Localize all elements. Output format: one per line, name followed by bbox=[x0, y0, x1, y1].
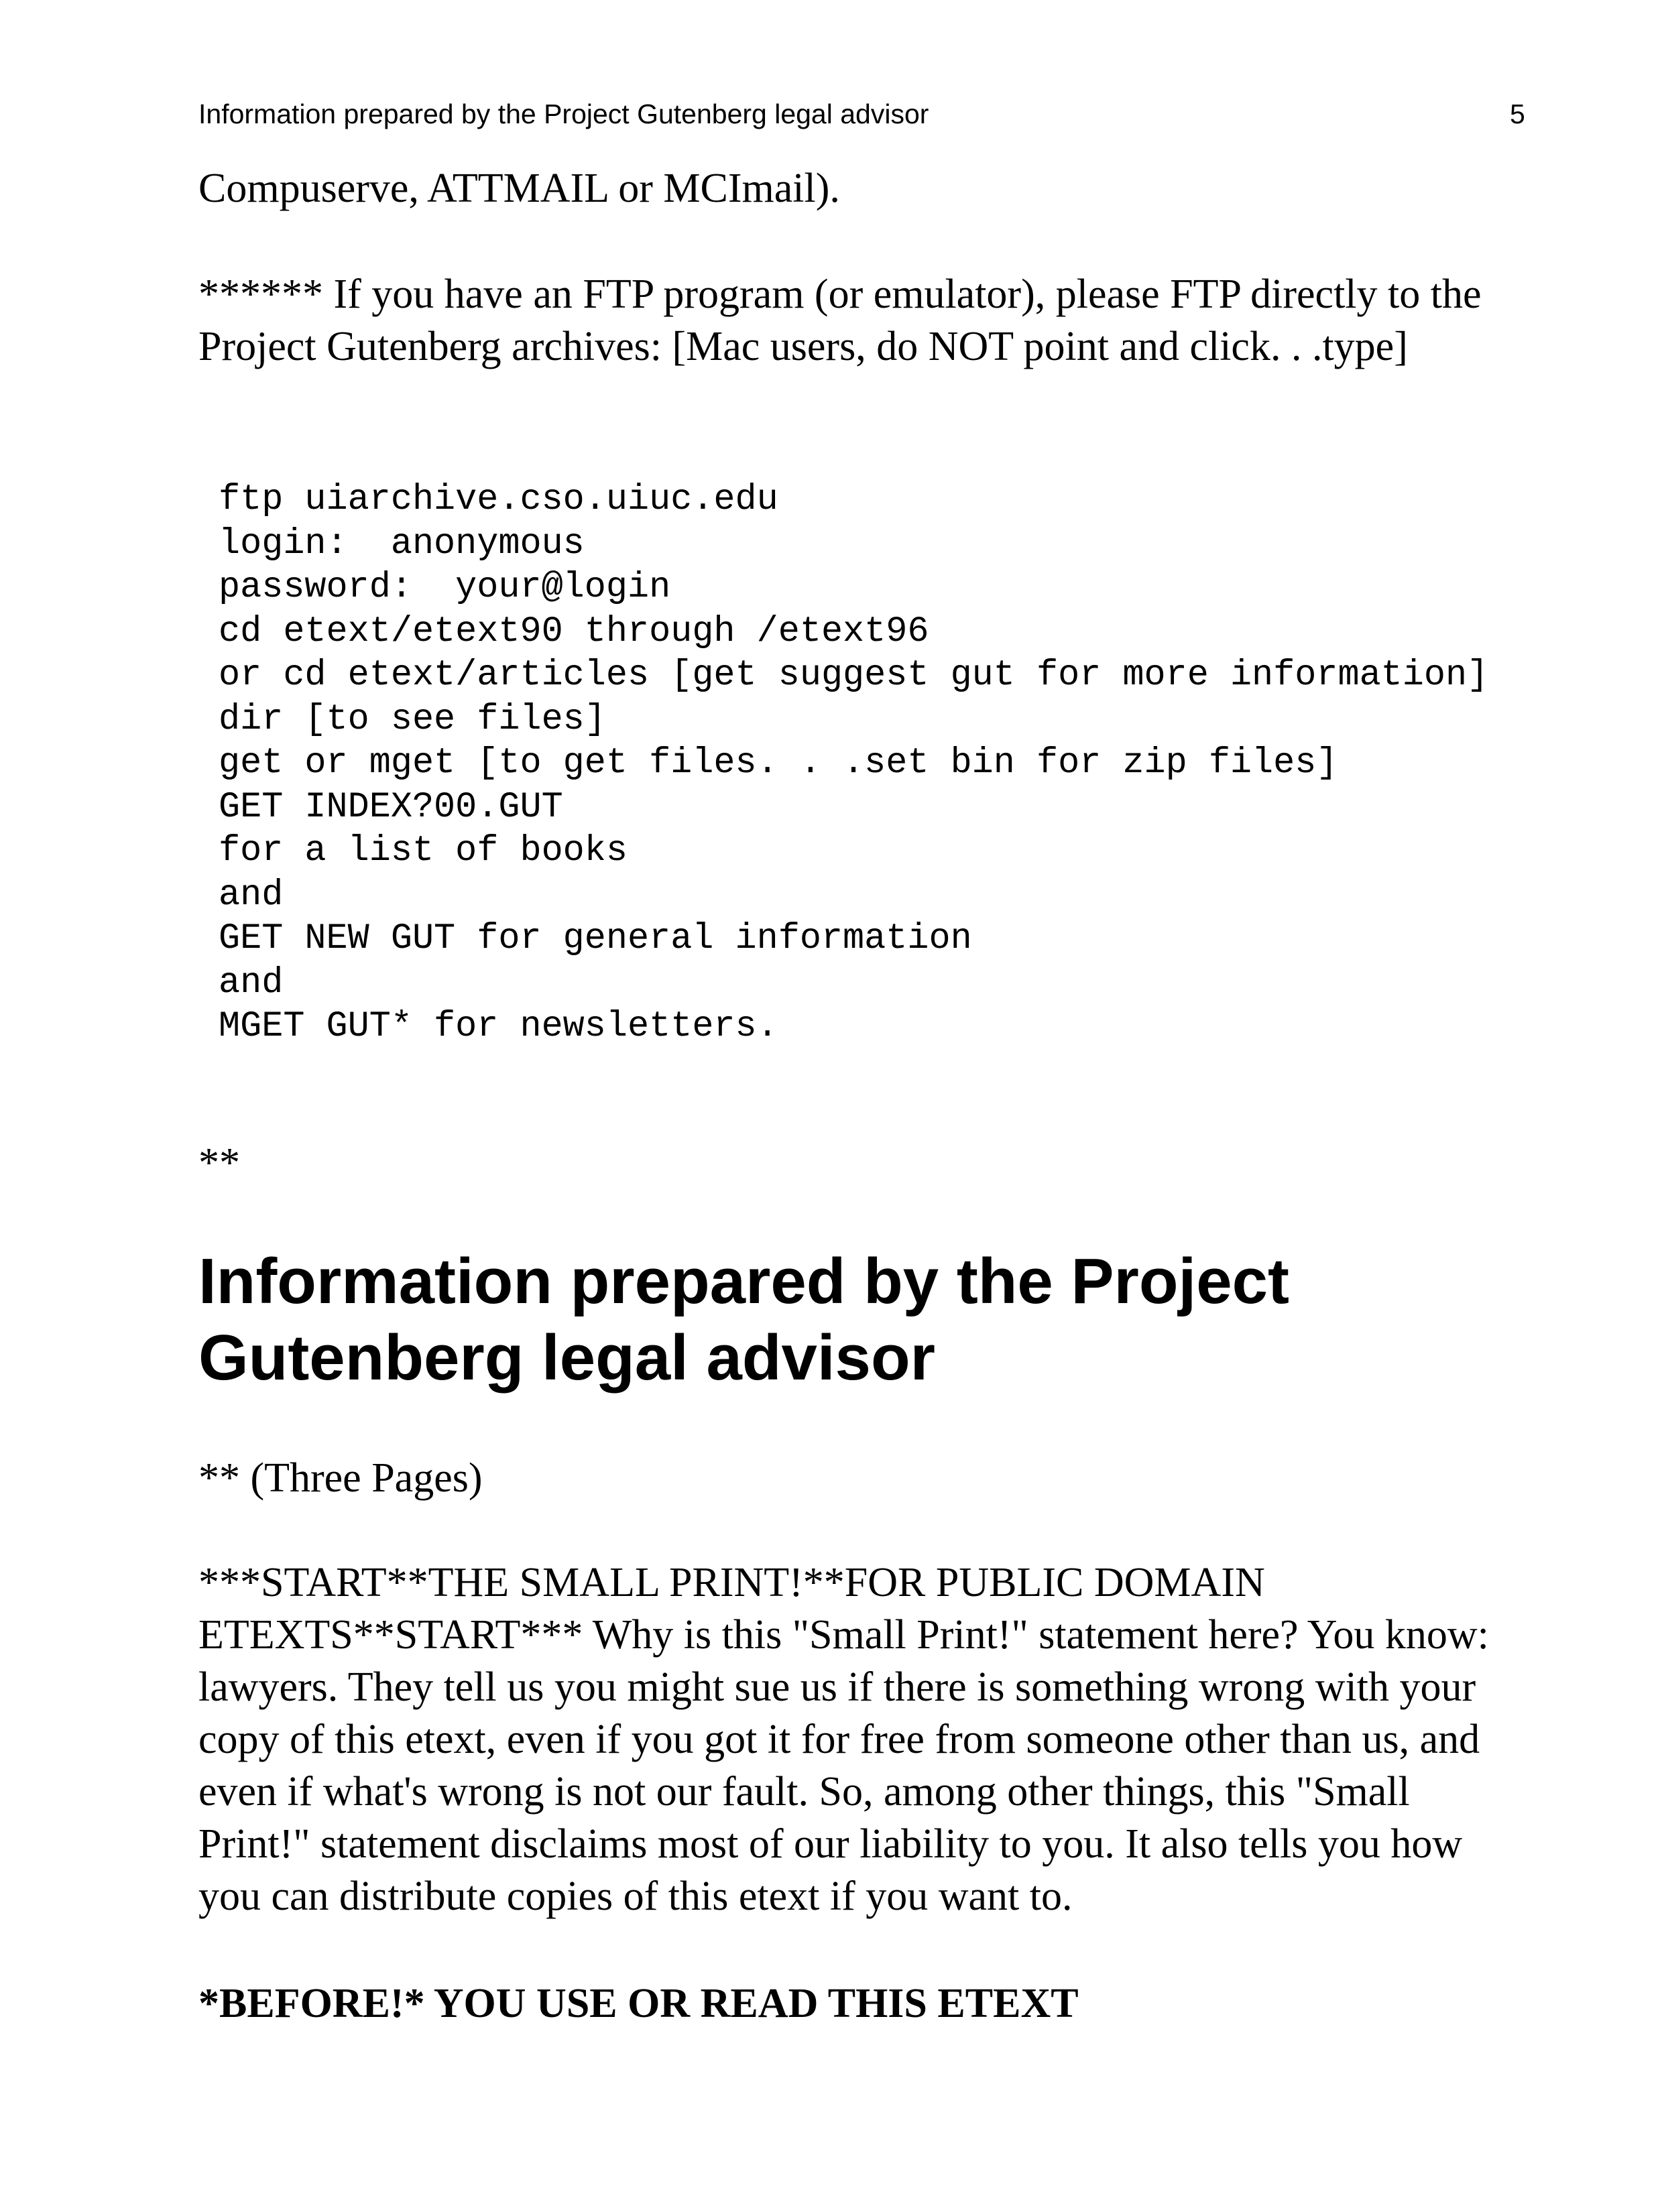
code-line: cd etext/etext90 through /etext96 bbox=[219, 611, 929, 652]
code-line: MGET GUT* for newsletters. bbox=[219, 1006, 778, 1047]
code-line: login: anonymous bbox=[219, 523, 585, 564]
before-heading: *BEFORE!* YOU USE OR READ THIS ETEXT bbox=[198, 1981, 1079, 2026]
code-line: or cd etext/articles [get suggest gut for more information] bbox=[219, 655, 1489, 696]
code-line: and bbox=[219, 962, 284, 1003]
code-line: GET NEW GUT for general information bbox=[219, 918, 972, 959]
code-line: dir [to see files] bbox=[219, 698, 606, 740]
page-number: 5 bbox=[1510, 99, 1525, 129]
code-line: GET INDEX?00.GUT bbox=[219, 786, 563, 828]
small-print-paragraph: ***START**THE SMALL PRINT!**FOR PUBLIC DOMAIN ETEXTS**START*** Why is this "Small Print!" statement here? You know: lawyers. They tell us you might sue us if there is something wrong with your copy of this etext, even if you got it for free from someone other than us, and even if what's wrong is not our fault. So, among other things, this "Small Print!" statement disclaims most of our liability to you. It also tells you how you can distribute copies of this etext if you want to. bbox=[198, 1560, 1489, 1919]
code-line: password: your@login bbox=[219, 567, 671, 608]
stars-separator: ** bbox=[198, 1140, 240, 1186]
three-pages-note: ** (Three Pages) bbox=[198, 1455, 483, 1501]
code-line: and bbox=[219, 874, 284, 916]
code-line: get or mget [to get files. . .set bin for zip files] bbox=[219, 743, 1338, 784]
ftp-code-block bbox=[219, 478, 1488, 1049]
paragraph-ftp-instructions: ****** If you have an FTP program (or emulator), please FTP directly to the Project Gutenberg archives: [Mac users, do NOT point and click. . .type] bbox=[198, 271, 1482, 369]
code-line: ftp uiarchive.cso.uiuc.edu bbox=[219, 479, 778, 520]
section-heading: Information prepared by the Project Gutenberg legal advisor bbox=[198, 1245, 1289, 1394]
paragraph-compuserve: Compuserve, ATTMAIL or MCImail). bbox=[198, 166, 840, 211]
code-line: for a list of books bbox=[219, 831, 628, 871]
running-header: Information prepared by the Project Gutenberg legal advisor bbox=[198, 99, 929, 129]
